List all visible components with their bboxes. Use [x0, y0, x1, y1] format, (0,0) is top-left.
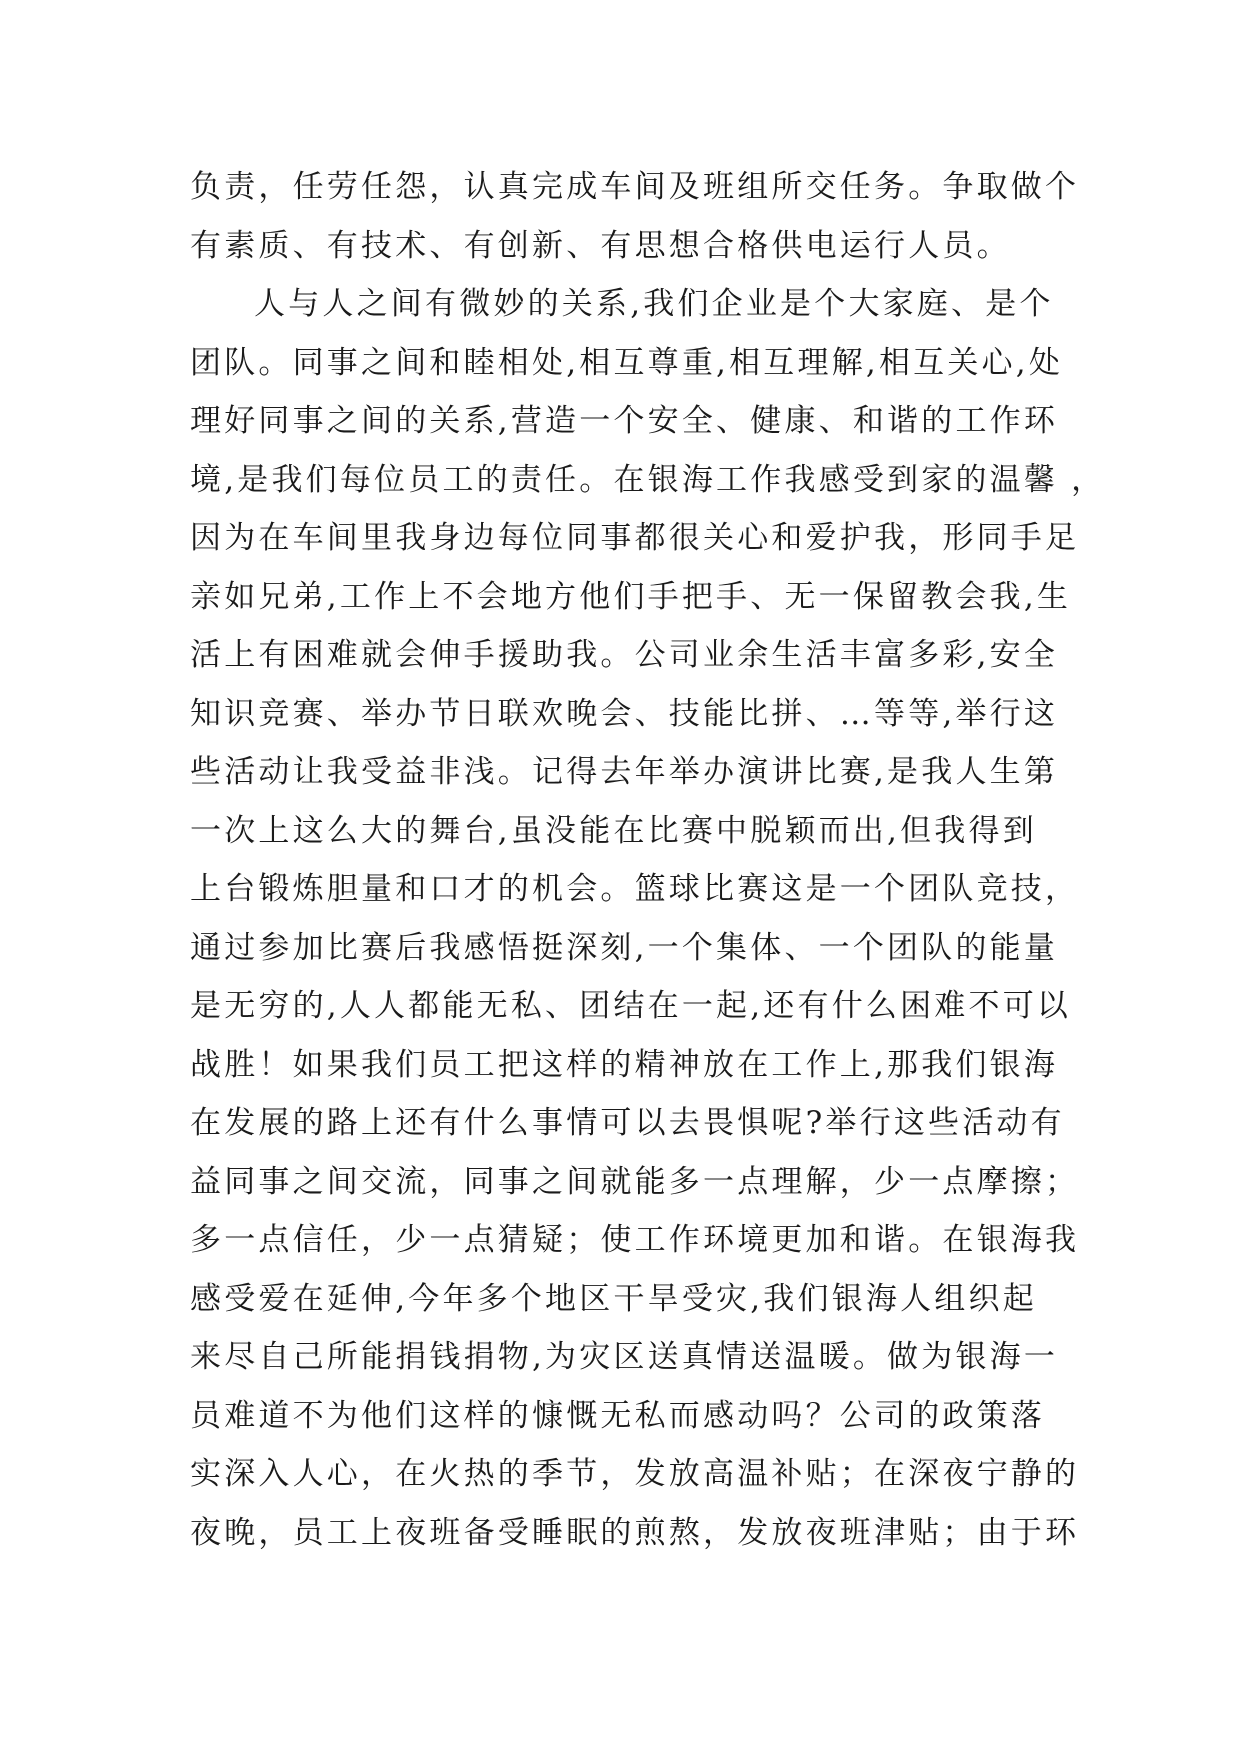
text-line: 员难道不为他们这样的慷慨无私而感动吗？公司的政策落 [190, 1397, 1045, 1434]
text-line: 是无穷的,人人都能无私、团结在一起,还有什么困难不可以 [190, 988, 1072, 1024]
paragraph-start-line: 人与人之间有微妙的关系,我们企业是个大家庭、是个 [254, 286, 1054, 322]
text-line: 理好同事之间的关系,营造一个安全、健康、和谐的工作环 [190, 403, 1059, 439]
text-line: 一次上这么大的舞台,虽没能在比赛中脱颖而出,但我得到 [190, 812, 1037, 849]
text-line: 团队。同事之间和睦相处,相互尊重,相互理解,相互关心,处 [190, 344, 1064, 381]
text-line: 知识竞赛、举办节日联欢晚会、技能比拼、…等等,举行这 [190, 695, 1059, 732]
text-line: 因为在车间里我身边每位同事都很关心和爱护我，形同手足 [190, 520, 1080, 556]
text-line: 多一点信任，少一点猜疑；使工作环境更加和谐。在银海我 [190, 1222, 1080, 1258]
text-line: 益同事之间交流，同事之间就能多一点理解，少一点摩擦； [190, 1163, 1080, 1200]
text-line: 战胜！如果我们员工把这样的精神放在工作上,那我们银海 [190, 1046, 1059, 1083]
text-line: 来尽自己所能捐钱捐物,为灾区送真情送温暖。做为银海一 [190, 1339, 1059, 1375]
text-line: 些活动让我受益非浅。记得去年举办演讲比赛,是我人生第 [190, 754, 1059, 790]
text-line: 在发展的路上还有什么事情可以去畏惧呢?举行这些活动有 [190, 1105, 1065, 1141]
text-line: 通过参加比赛后我感悟挺深刻,一个集体、一个团队的能量 [190, 929, 1059, 966]
text-line: 有素质、有技术、有创新、有思想合格供电运行人员。 [190, 227, 1011, 264]
text-line: 亲如兄弟,工作上不会地方他们手把手、无一保留教会我,生 [190, 578, 1072, 615]
text-line: 实深入人心，在火热的季节，发放高温补贴；在深夜宁静的 [190, 1456, 1080, 1492]
text-line: 活上有困难就会伸手援助我。公司业余生活丰富多彩,安全 [190, 637, 1059, 673]
text-line: 上台锻炼胆量和口才的机会。篮球比赛这是一个团队竞技， [190, 871, 1080, 907]
text-line: 夜晚，员工上夜班备受睡眠的煎熬，发放夜班津贴；由于环 [190, 1514, 1080, 1551]
text-line: 感受爱在延伸,今年多个地区干旱受灾,我们银海人组织起 [190, 1280, 1037, 1317]
text-line: 负责，任劳任怨，认真完成车间及班组所交任务。争取做个 [190, 169, 1080, 205]
body-text [190, 158, 1106, 1562]
text-line: 境,是我们每位员工的责任。在银海工作我感受到家的温馨 ， [190, 461, 1106, 498]
